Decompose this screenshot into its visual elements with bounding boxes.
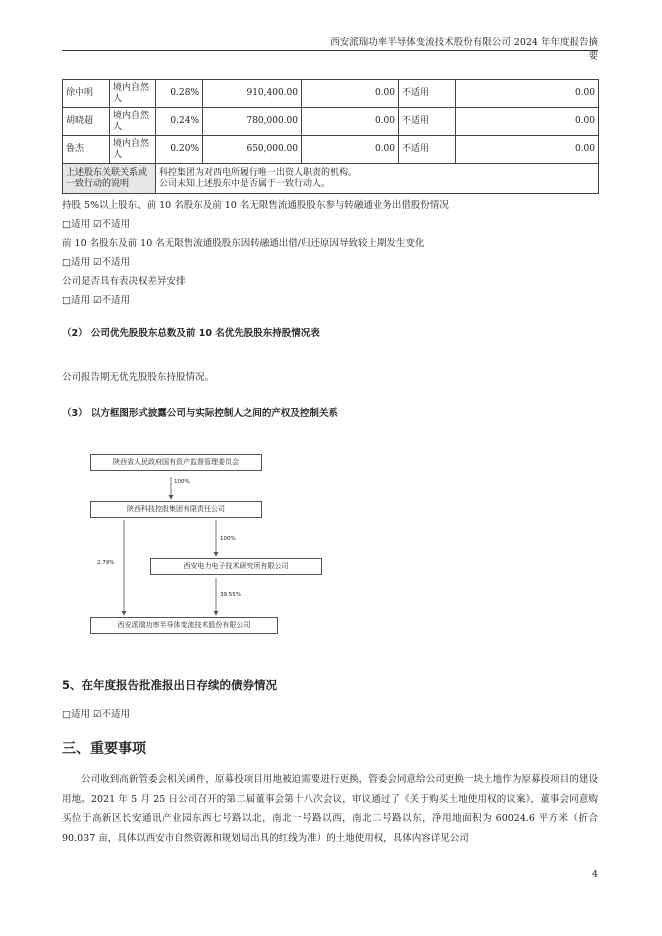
header-divider xyxy=(62,50,598,51)
note-content xyxy=(156,164,599,194)
pct-label: 2.79% xyxy=(97,560,115,566)
share-count: 910,400.00 xyxy=(203,80,302,108)
table-row xyxy=(63,80,599,108)
sasac-box: 陕西省人民政府国有资产监督管理委员会 xyxy=(90,454,262,471)
question-text: 公司是否具有表决权差异安排 xyxy=(62,276,186,287)
question-text: 前 10 名股东及前 10 名无限售流通股股东因转融通出借/归还原因导致较上期发生变化 xyxy=(62,238,425,249)
shareholder-nature: 境内自然人 xyxy=(110,108,156,136)
shareholder-name: 徐中明 xyxy=(63,80,110,108)
note-label: 上述股东关联关系或一致行动的说明 xyxy=(63,164,156,194)
shareholding-ratio: 0.24% xyxy=(156,108,203,136)
share-count: 650,000.00 xyxy=(203,136,302,164)
note-line: 科控集团为对西电所履行唯一出资人职责的机构。 xyxy=(159,167,358,178)
shareholder-nature: 境内自然人 xyxy=(110,80,156,108)
shareholder-name: 胡晓超 xyxy=(63,108,110,136)
section-heading: （3） 以方框图形式披露公司与实际控制人之间的产权及控制关系 xyxy=(62,408,338,419)
shareholder-name: 鲁杰 xyxy=(63,136,110,164)
shareholding-ratio: 0.20% xyxy=(156,136,203,164)
shareholders-table xyxy=(62,79,599,194)
page-number: 4 xyxy=(592,869,599,880)
section-text: 公司报告期无优先股股东持股情况。 xyxy=(62,372,215,383)
pledge-status: 不适用 xyxy=(399,108,456,136)
applicability-options: □适用 ☑不适用 xyxy=(62,219,131,230)
restricted-shares: 0.00 xyxy=(302,80,399,108)
pledge-count: 0.00 xyxy=(456,80,599,108)
pledge-status: 不适用 xyxy=(399,136,456,164)
applicability-options: □适用 ☑不适用 xyxy=(62,295,131,306)
pledge-count: 0.00 xyxy=(456,108,599,136)
section-heading: （2） 公司优先股股东总数及前 10 名优先股股东持股情况表 xyxy=(62,328,320,339)
major-matters-paragraph: 公司收到高新管委会相关函件，原募投项目用地被迫需要进行更换，管委会同意给公司更换一块土地作为原募投项目的建设用地。2021 年 5 月 25 日公司召开的第二届董事会第十八次会议，审议通过了《关于购买土地使用权的议案》，董事会同意购买位于高新区长安通讯产业园东西七号路以北，南北一号路以西，南北二号路以东，净用地面积为 60024.6 平方米（折合 90.037 亩，具体以西安市自然资源和规划局出具的红线为准）的土地使用权，具体内容详见公司 xyxy=(62,774,598,844)
pledge-status: 不适用 xyxy=(399,80,456,108)
shareholder-nature: 境内自然人 xyxy=(110,136,156,164)
page-header: 西安派瑞功率半导体变流技术股份有限公司 2024 年年度报告摘要 xyxy=(330,37,598,62)
pct-label: 100% xyxy=(220,536,236,542)
pct-label: 100% xyxy=(174,479,190,485)
table-note-row xyxy=(63,164,599,194)
table-row xyxy=(63,108,599,136)
share-count: 780,000.00 xyxy=(203,108,302,136)
restricted-shares: 0.00 xyxy=(302,136,399,164)
question-text: 持股 5%以上股东、前 10 名股东及前 10 名无限售流通股股东参与转融通业务出借股份情况 xyxy=(62,200,449,211)
note-line: 公司未知上述股东中是否属于一致行动人。 xyxy=(159,178,331,189)
restricted-shares: 0.00 xyxy=(302,108,399,136)
pct-label: 39.55% xyxy=(220,592,241,598)
research-institute-box: 西安电力电子技术研究所有限公司 xyxy=(150,558,322,575)
company-box: 西安派瑞功率半导体变流技术股份有限公司 xyxy=(90,617,278,634)
holding-group-box: 陕西科技控股集团有限责任公司 xyxy=(90,501,262,518)
applicability-options: □适用 ☑不适用 xyxy=(62,709,131,720)
section-heading: 5、在年度报告批准报出日存续的债券情况 xyxy=(62,678,277,692)
applicability-options: □适用 ☑不适用 xyxy=(62,257,131,268)
ownership-diagram xyxy=(62,432,292,642)
chapter-heading: 三、重要事项 xyxy=(62,741,146,757)
shareholding-ratio: 0.28% xyxy=(156,80,203,108)
table-row xyxy=(63,136,599,164)
pledge-count: 0.00 xyxy=(456,136,599,164)
